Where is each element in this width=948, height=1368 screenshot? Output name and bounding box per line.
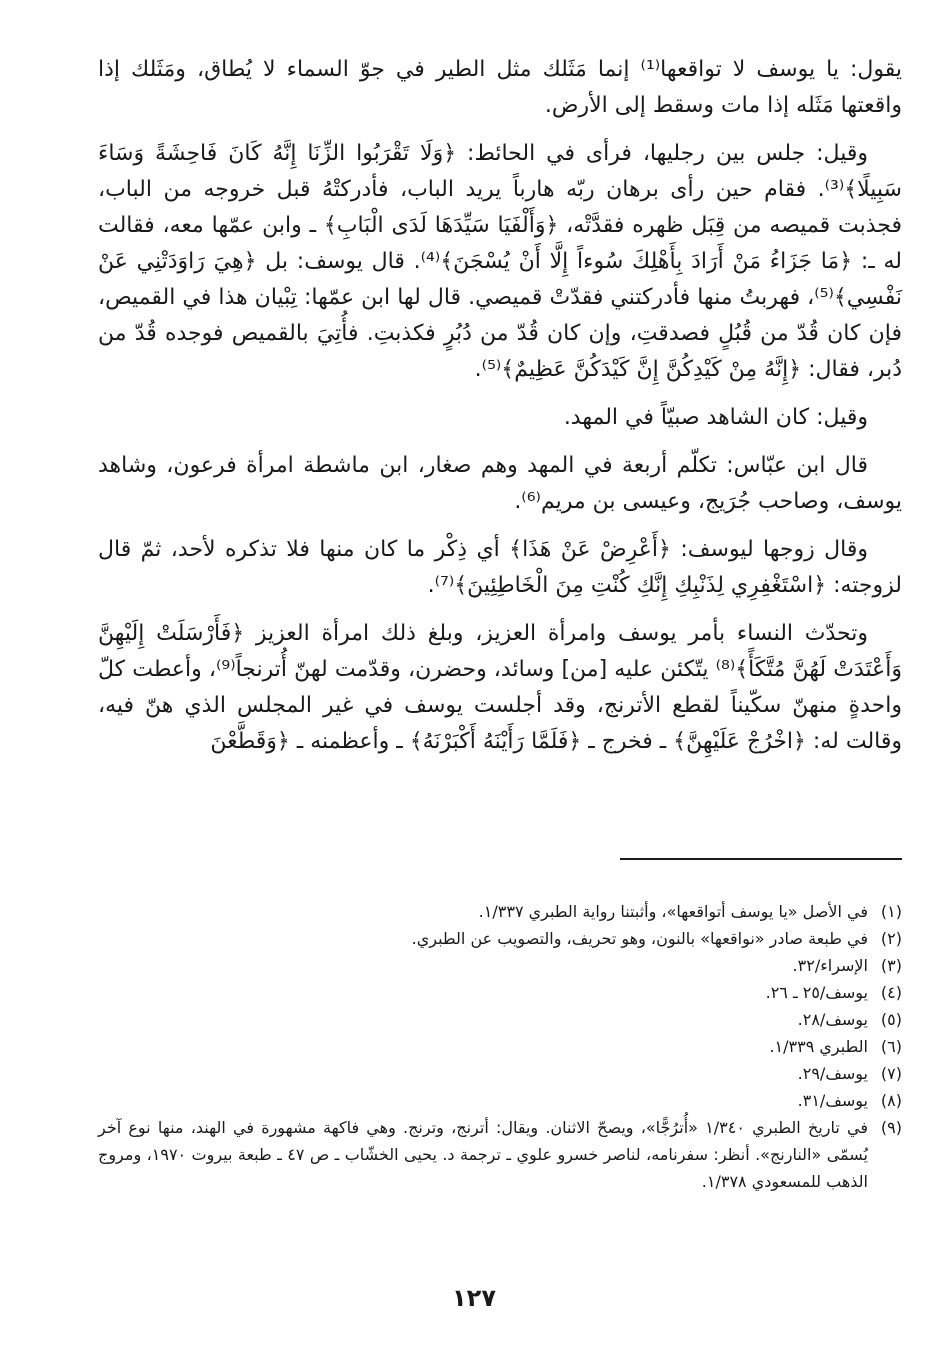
footnote-number: (٣) <box>880 956 902 975</box>
footnote-number: (٥) <box>880 1010 902 1029</box>
footnote-text: يوسف/٢٩. <box>797 1064 868 1083</box>
footnote-number: (٤) <box>880 983 902 1002</box>
footnote <box>98 1114 902 1195</box>
footnote-number: (٦) <box>880 1037 902 1056</box>
footnote-text: يوسف/٢٨. <box>797 1010 868 1029</box>
paragraph: وقال زوجها ليوسف: ﴿أَعْرِضْ عَنْ هَذَا﴾ أي ذِكْر ما كان منها فلا تذكره لأحد، ثمّ قال لزوجته: ﴿اسْتَغْفِرِي لِذَنْبِكِ إِنَّكِ كُنْتِ مِنَ الْخَاطِئِينَ﴾⁽⁷⁾. <box>98 537 902 598</box>
footnote-separator <box>620 858 902 860</box>
footnote <box>98 925 902 952</box>
footnote <box>98 1087 902 1114</box>
page-number: ١٢٧ <box>452 1284 496 1312</box>
footnote <box>98 1033 902 1060</box>
paragraph: يقول: يا يوسف لا تواقعها⁽¹⁾ إنما مَثَلك مثل الطير في جوّ السماء لا يُطاق، ومَثَلك إذا واقعتها مَثَله إذا مات وسقط إلى الأرض. <box>98 57 902 118</box>
footnote-number: (٧) <box>880 1064 902 1083</box>
footnote-number: (١) <box>880 902 902 921</box>
paragraph: وتحدّث النساء بأمر يوسف وامرأة العزيز، وبلغ ذلك امرأة العزيز ﴿فَأَرْسَلَتْ إِلَيْهِنَّ وَأَعْتَدَتْ لَهُنَّ مُتَّكَأً﴾⁽⁸⁾ يتّكئن عليه [من] وسائد، وحضرن، وقدّمت لهنّ أُترنجاً⁽⁹⁾، وأعطت كلّ واحدةٍ منهنّ سكّيناً لقطع الأترنج، وقد أجلست يوسف في غير المجلس الذي هنّ فيه، وقالت له: ﴿اخْرُجْ عَلَيْهِنَّ﴾ ـ فخرج ـ ﴿فَلَمَّا رَأَيْنَهُ أَكْبَرْنَهُ﴾ ـ وأعظمنه ـ ﴿وَقَطَّعْنَ <box>98 621 902 754</box>
paragraph: وقيل: جلس بين رجليها، فرأى في الحائط: ﴿وَلَا تَقْرَبُوا الزِّنَا إِنَّهُ كَانَ فَاحِشَةً وَسَاءَ سَبِيلًا﴾⁽³⁾. فقام حين رأى برهان ربّه هارباً يريد الباب، فأدركتْهُ قبل خروجه من الباب، فجذبت قميصه من قِبَل ظهره فقدَّتْه، ﴿وَأَلْفَيَا سَيِّدَهَا لَدَى الْبَابِ﴾ ـ وابن عمّها معه، فقالت له ـ: ﴿مَا جَزَاءُ مَنْ أَرَادَ بِأَهْلِكَ سُوءاً إِلَّا أَنْ يُسْجَنَ﴾⁽⁴⁾. قال يوسف: بل ﴿هِيَ رَاوَدَتْنِي عَنْ نَفْسِي﴾⁽⁵⁾، فهربتُ منها فأدركتني فقدّتْ قميصي. قال لها ابن عمّها: تِبْيان هذا في القميص، فإن كان قُدّ من قُبُلٍ فصدقتِ، وإن كان قُدّ من دُبُرٍ فكذبتِ. فأُتِيَ بالقميص فوجده قُدّ من دُبر، فقال: ﴿إِنَّهُ مِنْ كَيْدِكُنَّ إِنَّ كَيْدَكُنَّ عَظِيمٌ﴾⁽⁵⁾. <box>98 141 902 382</box>
footnote-text: يوسف/٣١. <box>797 1091 868 1110</box>
footnote-text: الطبري ١/٣٣٩. <box>769 1037 868 1056</box>
footnote-text: في طبعة صادر «نواقعها» بالنون، وهو تحريف، والتصويب عن الطبري. <box>411 929 868 948</box>
footnote-text: في الأصل «يا يوسف أتواقعها»، وأثبتنا رواية الطبري ١/٣٣٧. <box>478 902 868 921</box>
footnote <box>98 979 902 1006</box>
paragraph: قال ابن عبّاس: تكلّم أربعة في المهد وهم صغار، ابن ماشطة امرأة فرعون، وشاهد يوسف، وصاحب جُرَيج، وعيسى بن مريم⁽⁶⁾. <box>98 453 902 514</box>
footnote <box>98 1006 902 1033</box>
footnotes <box>98 898 902 1195</box>
footnote <box>98 898 902 925</box>
paragraph: وقيل: كان الشاهد صبيّاً في المهد. <box>563 405 868 430</box>
footnote-number: (٢) <box>880 929 902 948</box>
footnote-text: في تاريخ الطبري ١/٣٤٠ «أُترُجًّا»، ويصحّ الاثنان. ويقال: أترنج، وترنج. وهي فاكهة مشهورة في الهند، منها نوع آخر يُسمّى «النارنج». أنظر: سفرنامه، لناصر خسرو علوي ـ ترجمة د. يحيى الخشّاب ـ ص ٤٧ ـ طبعة بيروت ١٩٧٠، ومروج الذهب للمسعودي ١/٣٧٨. <box>98 1118 869 1191</box>
footnote <box>98 1060 902 1087</box>
footnote <box>98 952 902 979</box>
footnote-number: (٨) <box>880 1091 902 1110</box>
footnote-text: يوسف/٢٥ ـ ٢٦. <box>765 983 868 1002</box>
main-text <box>98 52 902 772</box>
footnote-text: الإسراء/٣٢. <box>792 956 868 975</box>
footnote-number: (٩) <box>880 1118 902 1137</box>
